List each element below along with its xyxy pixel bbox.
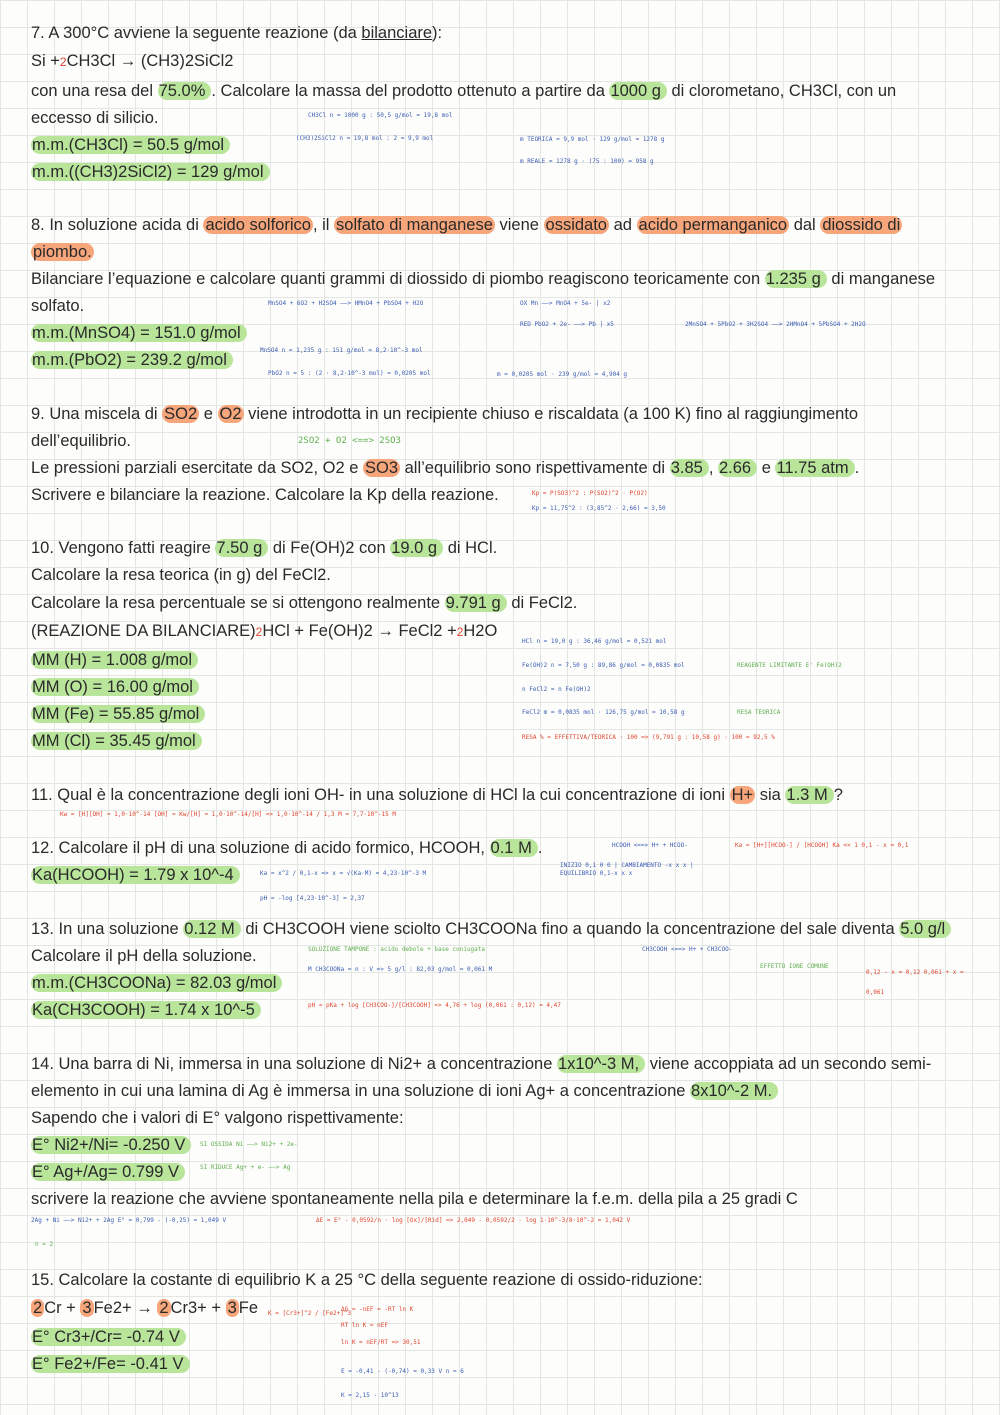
q13-note-2: M CH3COONa = n : V => 5 g/l : 82,03 g/mol = 0,061 M (308, 966, 493, 973)
highlight: MM (H) = 1.008 g/mol (31, 651, 198, 669)
text: viene (494, 216, 544, 234)
highlight: diossido di (822, 216, 901, 234)
text: di Fe(OH)2 con (268, 539, 391, 557)
q12-line-1 (31, 838, 542, 858)
highlight: m.m.(MnSO4) = 151.0 g/mol (31, 324, 247, 342)
text: . Calcolare la massa del prodotto ottenuto a partire da (211, 82, 610, 100)
highlight: 1x10^-3 M, (557, 1055, 645, 1073)
text: con una resa del (31, 82, 158, 100)
q10-mm-1 (31, 650, 198, 670)
q10-mm-4 (31, 731, 202, 751)
coefficient-mark: 2 (59, 55, 67, 69)
q10-note-5: RESA % = EFFETTIVA/TEORICA · 100 => (9,791 g : 10,58 g) · 100 = 92,5 % (522, 734, 775, 741)
text: 7. A 300°C avviene la seguente reazione (da (31, 24, 362, 42)
highlight: 8x10^-2 M. (690, 1082, 778, 1100)
highlight: 1.235 g (765, 270, 827, 288)
q15-note-2: RT ln K = nEF (341, 1322, 388, 1329)
text: Calcolare la resa percentuale se si ottengono realmente (31, 594, 445, 612)
text: 13. In una soluzione (31, 920, 184, 938)
q15-note-k: K = [Cr3+]^2 / [Fe2+]^3 (268, 1310, 352, 1317)
text: 12. Calcolare il pH di una soluzione di acido formico, HCOOH, (31, 839, 490, 857)
q14-note-fem: ΔE = E° - 0,0592/n · log [Ox]/[Rid] => 2,049 - 0,0592/2 · log 1·10^-3/8·10^-2 = 1,042 V (316, 1217, 631, 1224)
q12-note-2: pH = -log [4,23·10^-3] = 2,37 (260, 895, 365, 902)
coefficient-mark: 2 (255, 625, 263, 639)
q8-note-m: m = 0,0205 mol · 239 g/mol = 4,904 g (497, 371, 628, 378)
text: Cr + (44, 1299, 81, 1317)
q8-note-n2: PbO2 n = 5 : (2 · 8,2·10^-3 mol) = 0,0205 mol (268, 370, 431, 377)
q14-note-red: SI RIDUCE Ag+ + e- ——> Ag (200, 1164, 291, 1171)
q15-equation (31, 1298, 258, 1318)
highlight: SO3 (365, 459, 399, 477)
text: di FeCl2. (506, 594, 578, 612)
q9-line-2: dell’equilibrio. (31, 432, 131, 450)
q7-line-3 (31, 81, 896, 101)
text: . (537, 839, 543, 857)
q12-ka (31, 865, 240, 885)
highlight: E° Fe2+/Fe= -0.41 V (31, 1355, 190, 1373)
q7-equation (31, 51, 233, 72)
text: . (854, 459, 860, 477)
text: ad (608, 216, 637, 234)
highlight: m.m.(CH3Cl) = 50.5 g/mol (31, 136, 230, 154)
q10-line-4 (31, 621, 497, 642)
q9-line-1 (31, 404, 858, 424)
q7-line-4: eccesso di silicio. (31, 109, 159, 127)
q15-line-1: 15. Calcolare la costante di equilibrio K a 25 °C della seguente reazione di ossido-riduzione: (31, 1271, 703, 1289)
q10-mm-3 (31, 704, 205, 724)
text: Le pressioni parziali esercitate da SO2, O2 e (31, 459, 364, 477)
q13-line-2: Calcolare il pH della soluzione. (31, 947, 257, 965)
highlight: 19.0 g (390, 539, 443, 557)
highlight: H+ (731, 786, 754, 804)
q15-note-5: K = 2,15 · 10^13 (341, 1392, 399, 1399)
q13-note-tab: CH3COOH <==> H+ + CH3COO- (642, 946, 733, 953)
highlight: acido permanganico (638, 216, 788, 234)
highlight: Ka(CH3COOH) = 1.74 x 10^-5 (31, 1001, 261, 1019)
q13-ka (31, 1000, 261, 1020)
text: e (199, 405, 218, 423)
q14-note-n: n = 2 (35, 1241, 54, 1248)
text: Fe2+ → (93, 1299, 158, 1317)
q8-note-ox: OX Mn ——> MnO4 + 5e- | x2 (520, 300, 611, 307)
q7-mm-2 (31, 162, 270, 182)
highlight: m.m.(PbO2) = 239.2 g/mol (31, 351, 233, 369)
highlight: ossidato (545, 216, 607, 234)
q8-mm-1 (31, 323, 247, 343)
q14-line-6: scrivere la reazione che avviene spontaneamente nella pila e determinare la f.e.m. della pila a 25 gradi C (31, 1190, 798, 1208)
text: viene introdotta in un recipiente chiuso e riscaldata (a 100 K) fino al raggiungimento (243, 405, 859, 423)
text: Si + (31, 52, 60, 70)
coefficient-highlight: 2 (159, 1299, 169, 1317)
text: e (757, 459, 776, 477)
highlight: 11.75 atm (775, 459, 854, 477)
q10-line-3 (31, 593, 577, 613)
q8-note-n1: MnSO4 n = 1,235 g : 151 g/mol = 8,2·10^-3 mol (260, 347, 423, 354)
text: all’equilibrio sono rispettivamente di (400, 459, 670, 477)
text: CH3Cl → (CH3)2SiCl2 (66, 52, 234, 70)
highlight: 7.50 g (215, 539, 268, 557)
text: elemento in cui una lamina di Ag è immersa in una soluzione di ioni Ag+ a concentrazione (31, 1082, 691, 1100)
highlight: 2.66 (718, 459, 757, 477)
highlight: acido solforico (205, 216, 311, 234)
q14-note-ox: SI OSSIDA Ni ——> Ni2+ + 2e- (200, 1141, 298, 1148)
highlight: SO2 (164, 405, 198, 423)
q13-note-1: SOLUZIONE TAMPONE : acido debole + base coniugata (308, 946, 486, 953)
q12-note-tab-rows: INIZIO 0,1 0 0 | CAMBIAMENTO -x x x | EQUILIBRIO 0,1-x x x (560, 862, 694, 877)
q10-note-1: HCl n = 19,0 g : 36,46 g/mol = 0,521 mol (522, 638, 667, 645)
highlight: m.m.(CH3COONa) = 82.03 g/mol (31, 974, 282, 992)
coefficient-highlight: 3 (82, 1299, 92, 1317)
q14-line-2 (31, 1081, 778, 1101)
highlight: Ka(HCOOH) = 1.79 x 10^-4 (31, 866, 240, 884)
q8-note-eq: MnSO4 + 6O2 + H2SO4 ——> HMnO4 + PbSO4 + H2O (268, 300, 424, 307)
underlined-word: bilanciare (361, 24, 433, 42)
text: ? (833, 786, 843, 804)
q15-e-2 (31, 1354, 190, 1374)
highlight: 3.85 (670, 459, 709, 477)
text: , il (312, 216, 335, 234)
q14-line-3: Sapendo che i valori di E° valgono rispettivamente: (31, 1109, 404, 1127)
q10-note-4: FeCl2 m = 0,0835 mol · 126,75 g/mol = 10,58 g (522, 709, 685, 716)
highlight: E° Ag+/Ag= 0.799 V (31, 1163, 185, 1181)
coefficient-highlight: 2 (33, 1299, 43, 1317)
text: Bilanciare l’equazione e calcolare quanti grammi di diossido di piombo reagiscono teoricamente con (31, 270, 765, 288)
q7-note-2: (CH3)2SiCl2 n = 19,8 mol : 2 = 9,9 mol (296, 135, 434, 142)
q12-note-1: Ka = x^2 / 0,1-x => x = √(Ka·M) = 4,23·10^-3 M (260, 870, 427, 877)
q13-line-1 (31, 919, 951, 939)
q10-note-4b: RESA TEORICA (737, 709, 781, 716)
highlight: 5.0 g/l (899, 920, 951, 938)
q15-note-1: ΔG = -nEF = -RT ln K (341, 1306, 414, 1313)
text: di CH3COOH viene sciolto CH3COONa fino a quando la concentrazione del sale diventa (240, 920, 900, 938)
q9-note-kp2: Kp = 11,75^2 : (3,85^2 · 2,66) = 3,50 (532, 505, 666, 512)
q7-mm-1 (31, 135, 230, 155)
text: dal (789, 216, 821, 234)
q10-note-3: n FeCl2 = n Fe(OH)2 (522, 686, 591, 693)
q11-note: Kw = [H][OH] = 1,0·10^-14 [OH] = Kw/[H] = 1,0·10^-14/[H] => 1,0·10^-14 / 1,3 M = 7,7·10^-15 M (60, 811, 396, 818)
q15-note-4: E = -0,41 - (-0,74) = 0,33 V n = 6 (341, 1368, 464, 1375)
highlight: MM (Fe) = 55.85 g/mol (31, 705, 205, 723)
text: (REAZIONE DA BILANCIARE) (31, 622, 256, 640)
q8-line-4: solfato. (31, 297, 85, 315)
highlight: E° Ni2+/Ni= -0.250 V (31, 1136, 191, 1154)
q9-line-4: Scrivere e bilanciare la reazione. Calcolare la Kp della reazione. (31, 486, 499, 504)
text: 11. Qual è la concentrazione degli ioni OH- in una soluzione di HCl la cui concentrazione di ioni (31, 786, 730, 804)
text: Cr3+ + (170, 1299, 226, 1317)
highlight: 9.791 g (445, 594, 507, 612)
highlight: piombo. (33, 243, 92, 261)
q12-note-ka: Ka = [H+][HCOO-] / [HCOOH] Ka << 1 0,1 - x ≈ 0,1 (735, 842, 909, 849)
q7-note-1: CH3Cl n = 1000 g : 50,5 g/mol = 19,8 mol (308, 112, 453, 119)
q15-e-1 (31, 1327, 186, 1347)
text: 9. Una miscela di (31, 405, 163, 423)
q13-note-eff: EFFETTO IONE COMUNE (760, 963, 829, 970)
text: di manganese (826, 270, 936, 288)
q7-line-1 (31, 23, 442, 43)
text: Fe (238, 1299, 259, 1317)
q13-note-app: 0,12 - x ≈ 0,12 0,061 + x ≈ 0,061 (866, 969, 964, 996)
q13-mm (31, 973, 282, 993)
q10-line-1 (31, 538, 497, 558)
text: H2O (463, 622, 498, 640)
text: , (708, 459, 718, 477)
highlight: O2 (219, 405, 242, 423)
q14-e-1 (31, 1135, 191, 1155)
text: di clorometano, CH3Cl, con un (666, 82, 897, 100)
text: viene accoppiata ad un secondo semi- (645, 1055, 932, 1073)
q10-note-2: Fe(OH)2 n = 7,50 g : 89,86 g/mol = 0,0835 mol (522, 662, 685, 669)
q11-line-1 (31, 785, 843, 805)
highlight: 0.1 M (490, 839, 538, 857)
text: sia (755, 786, 786, 804)
q13-note-3: pH = pKa + log [CH3COO-]/[CH3COOH] => 4,76 + log (0,061 : 0,12) = 4,47 (308, 1002, 561, 1009)
q8-line-3 (31, 269, 935, 289)
coefficient-highlight: 3 (227, 1299, 237, 1317)
highlight: 0.12 M (183, 920, 240, 938)
q8-line-1 (31, 215, 902, 235)
text: 10. Vengono fatti reagire (31, 539, 216, 557)
highlight: E° Cr3+/Cr= -0.74 V (31, 1328, 186, 1346)
q15-note-3: ln K = nEF/RT => 30,51 (341, 1339, 421, 1346)
q10-mm-2 (31, 677, 199, 697)
highlight: MM (Cl) = 35.45 g/mol (31, 732, 202, 750)
coefficient-mark: 2 (456, 625, 464, 639)
highlight: 1000 g (609, 82, 666, 100)
q9-line-3 (31, 458, 859, 478)
q8-mm-2 (31, 350, 233, 370)
text: 8. In soluzione acida di (31, 216, 204, 234)
highlight: 1.3 M (785, 786, 833, 804)
q9-note-kp: Kp = P(SO3)^2 : P(SO2)^2 · P(O2) (532, 490, 648, 497)
q10-line-2: Calcolare la resa teorica (in g) del FeCl2. (31, 566, 331, 584)
highlight: m.m.((CH3)2SiCl2) = 129 g/mol (31, 163, 270, 181)
highlight: solfato di manganese (336, 216, 493, 234)
q10-note-2b: REAGENTE LIMITANTE E' Fe(OH)2 (737, 662, 842, 669)
q7-note-4: m REALE = 1278 g · (75 : 100) = 958 g (520, 158, 654, 165)
q8-line-2 (31, 242, 94, 262)
text: HCl + Fe(OH)2 → FeCl2 + (262, 622, 457, 640)
q14-e-2 (31, 1162, 185, 1182)
q8-note-bal: 2MnSO4 + 5PbO2 + 3H2SO4 ——> 2HMnO4 + 5PbSO4 + 2H2O (685, 321, 866, 328)
text: di HCl. (443, 539, 498, 557)
q8-note-red: RED PbO2 + 2e- ——> Pb | x5 (520, 321, 614, 328)
highlight: MM (O) = 16.00 g/mol (31, 678, 199, 696)
q9-note-eq: 2SO2 + O2 <==> 2SO3 (298, 436, 401, 446)
q14-line-1 (31, 1054, 931, 1074)
text: 14. Una barra di Ni, immersa in una soluzione di Ni2+ a concentrazione (31, 1055, 557, 1073)
text: ): (432, 24, 443, 42)
q14-note-eq: 2Ag + Ni ——> Ni2+ + 2Ag E° = 0,799 - (-0,25) = 1,049 V (31, 1217, 227, 1224)
q12-note-tab: HCOOH <==> H+ + HCOO- (612, 842, 688, 849)
q7-note-3: m TEORICA = 9,9 mol · 129 g/mol = 1278 g (520, 136, 665, 143)
highlight: 75.0% (158, 82, 212, 100)
